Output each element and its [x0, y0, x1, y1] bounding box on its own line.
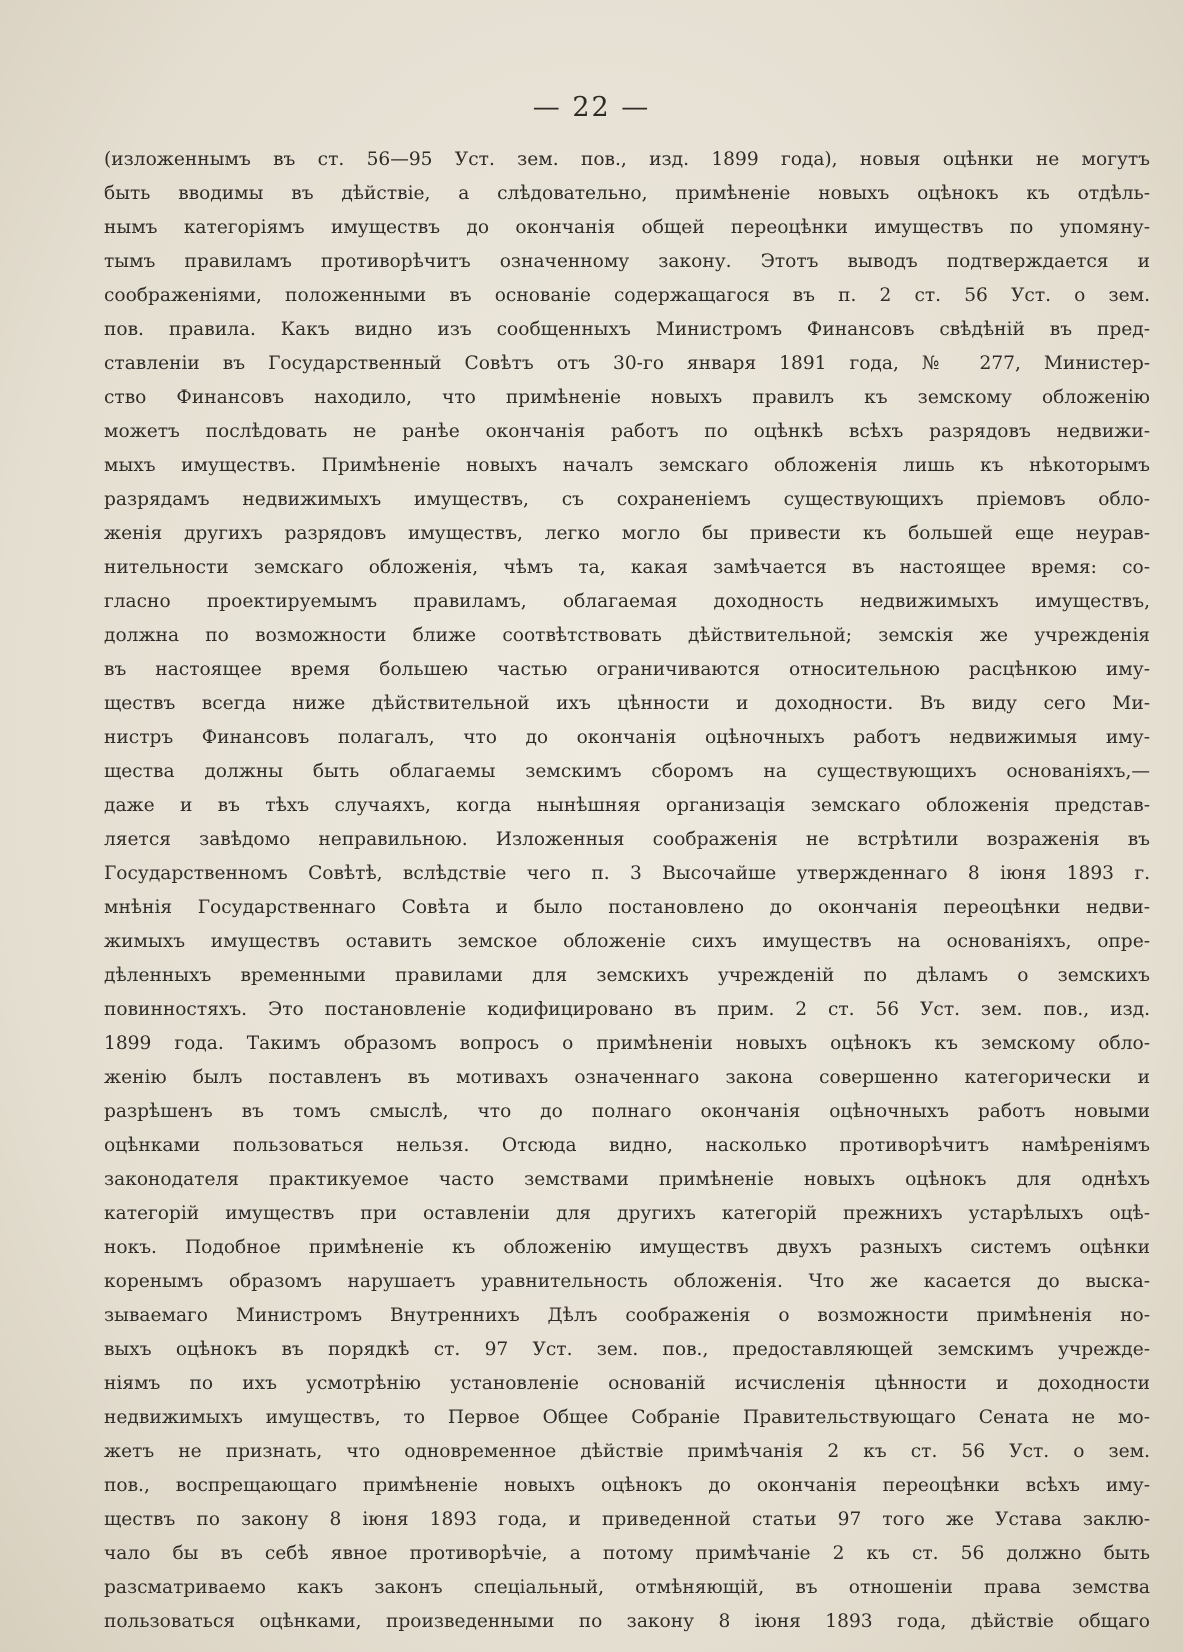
text-line: нымъ категоріямъ имуществъ до окончанія общей переоцѣнки имуществъ по упомяну-	[104, 217, 1150, 238]
text-line: пользоваться оцѣнками, произведенными по закону 8 іюня 1893 года, дѣйствіе общаго	[104, 1611, 1150, 1632]
text-line: ставленіи въ Государственный Совѣтъ отъ 30-го января 1891 года, № 277, Министер-	[104, 353, 1150, 374]
text-line: коренымъ образомъ нарушаетъ уравнительность обложенія. Что же касается до выска-	[104, 1271, 1150, 1292]
text-line: разрѣшенъ въ томъ смыслѣ, что до полнаго окончанія оцѣночныхъ работъ новыми	[104, 1101, 1150, 1122]
text-line: мыхъ имуществъ. Примѣненіе новыхъ началъ земскаго обложенія лишь къ нѣкоторымъ	[104, 455, 1150, 476]
text-line: повинностяхъ. Это постановленіе кодифицировано въ прим. 2 ст. 56 Уст. зем. пов., изд.	[104, 999, 1150, 1020]
text-line: мнѣнія Государственнаго Совѣта и было постановлено до окончанія переоцѣнки недви-	[104, 897, 1150, 918]
text-line: гласно проектируемымъ правиламъ, облагаемая доходность недвижимыхъ имуществъ,	[104, 591, 1150, 612]
text-line: законодателя практикуемое часто земствами примѣненіе новыхъ оцѣнокъ для однѣхъ	[104, 1169, 1150, 1190]
text-line: пов. правила. Какъ видно изъ сообщенныхъ Министромъ Финансовъ свѣдѣній въ пред-	[104, 319, 1150, 340]
text-line: недвижимыхъ имуществъ, то Первое Общее Собраніе Правительствующаго Сената не мо-	[104, 1407, 1150, 1428]
text-line: Государственномъ Совѣтѣ, вслѣдствіе чего п. 3 Высочайше утвержденнаго 8 іюня 1893 г.	[104, 863, 1150, 884]
text-line: нительности земскаго обложенія, чѣмъ та, какая замѣчается въ настоящее время: со-	[104, 557, 1150, 578]
text-line: разсматриваемо какъ законъ спеціальный, отмѣняющій, въ отношеніи права земства	[104, 1577, 1150, 1598]
text-line: нокъ. Подобное примѣненіе къ обложенію имуществъ двухъ разныхъ системъ оцѣнки	[104, 1237, 1150, 1258]
text-line: ществъ по закону 8 іюня 1893 года, и приведенной статьи 97 того же Устава заклю-	[104, 1509, 1150, 1530]
text-line: категорій имуществъ при оставленіи для другихъ категорій прежнихъ устарѣлыхъ оцѣ-	[104, 1203, 1150, 1224]
text-line: въ настоящее время большею частью ограничиваются относительною расцѣнкою иму-	[104, 659, 1150, 680]
text-line: нистръ Финансовъ полагалъ, что до окончанія оцѣночныхъ работъ недвижимыя иму-	[104, 727, 1150, 748]
text-line: жимыхъ имуществъ оставить земское обложеніе сихъ имуществъ на основаніяхъ, опре-	[104, 931, 1150, 952]
body-text	[104, 143, 1150, 1639]
text-line: женію былъ поставленъ въ мотивахъ означеннаго закона совершенно категорически и	[104, 1067, 1150, 1088]
text-line: дѣленныхъ временными правилами для земскихъ учрежденій по дѣламъ о земскихъ	[104, 965, 1150, 986]
text-line: чало бы въ себѣ явное противорѣчіе, а потому примѣчаніе 2 къ ст. 56 должно быть	[104, 1543, 1150, 1564]
page-number: — 22 —	[532, 92, 651, 123]
text-line: оцѣнками пользоваться нельзя. Отсюда видно, насколько противорѣчитъ намѣреніямъ	[104, 1135, 1150, 1156]
text-line: должна по возможности ближе соотвѣтствовать дѣйствительной; земскія же учрежденія	[104, 625, 1150, 646]
text-line: даже и въ тѣхъ случаяхъ, когда нынѣшняя организація земскаго обложенія представ-	[104, 795, 1150, 816]
text-line: пов., воспрещающаго примѣненіе новыхъ оцѣнокъ до окончанія переоцѣнки всѣхъ иму-	[104, 1475, 1150, 1496]
text-line: быть вводимы въ дѣйствіе, а слѣдовательно, примѣненіе новыхъ оцѣнокъ къ отдѣль-	[104, 183, 1150, 204]
text-line: щества должны быть облагаемы земскимъ сборомъ на существующихъ основаніяхъ,—	[104, 761, 1150, 782]
text-line: (изложеннымъ въ ст. 56—95 Уст. зем. пов., изд. 1899 года), новыя оцѣнки не могутъ	[104, 149, 1150, 170]
text-line: ство Финансовъ находило, что примѣненіе новыхъ правилъ къ земскому обложенію	[104, 387, 1150, 408]
text-line: можетъ послѣдовать не ранѣе окончанія работъ по оцѣнкѣ всѣхъ разрядовъ недвижи-	[104, 421, 1150, 442]
text-line: ляется завѣдомо неправильною. Изложенныя соображенія не встрѣтили возраженія въ	[104, 829, 1150, 850]
text-line: соображеніями, положенными въ основаніе содержащагося въ п. 2 ст. 56 Уст. о зем.	[104, 285, 1150, 306]
text-line: 1899 года. Такимъ образомъ вопросъ о примѣненіи новыхъ оцѣнокъ къ земскому обло-	[104, 1033, 1150, 1054]
text-line: ществъ всегда ниже дѣйствительной ихъ цѣнности и доходности. Въ виду сего Ми-	[104, 693, 1150, 714]
text-line: зываемаго Министромъ Внутреннихъ Дѣлъ соображенія о возможности примѣненія но-	[104, 1305, 1150, 1326]
text-line: ніямъ по ихъ усмотрѣнію установленіе основаній исчисленія цѣнности и доходности	[104, 1373, 1150, 1394]
text-line: женія другихъ разрядовъ имуществъ, легко могло бы привести къ большей еще неурав-	[104, 523, 1150, 544]
text-line: разрядамъ недвижимыхъ имуществъ, съ сохраненіемъ существующихъ пріемовъ обло-	[104, 489, 1150, 510]
text-line: жетъ не признать, что одновременное дѣйствіе примѣчанія 2 къ ст. 56 Уст. о зем.	[104, 1441, 1150, 1462]
text-line: тымъ правиламъ противорѣчитъ означенному закону. Этотъ выводъ подтверждается и	[104, 251, 1150, 272]
text-line: выхъ оцѣнокъ въ порядкѣ ст. 97 Уст. зем. пов., предоставляющей земскимъ учрежде-	[104, 1339, 1150, 1360]
